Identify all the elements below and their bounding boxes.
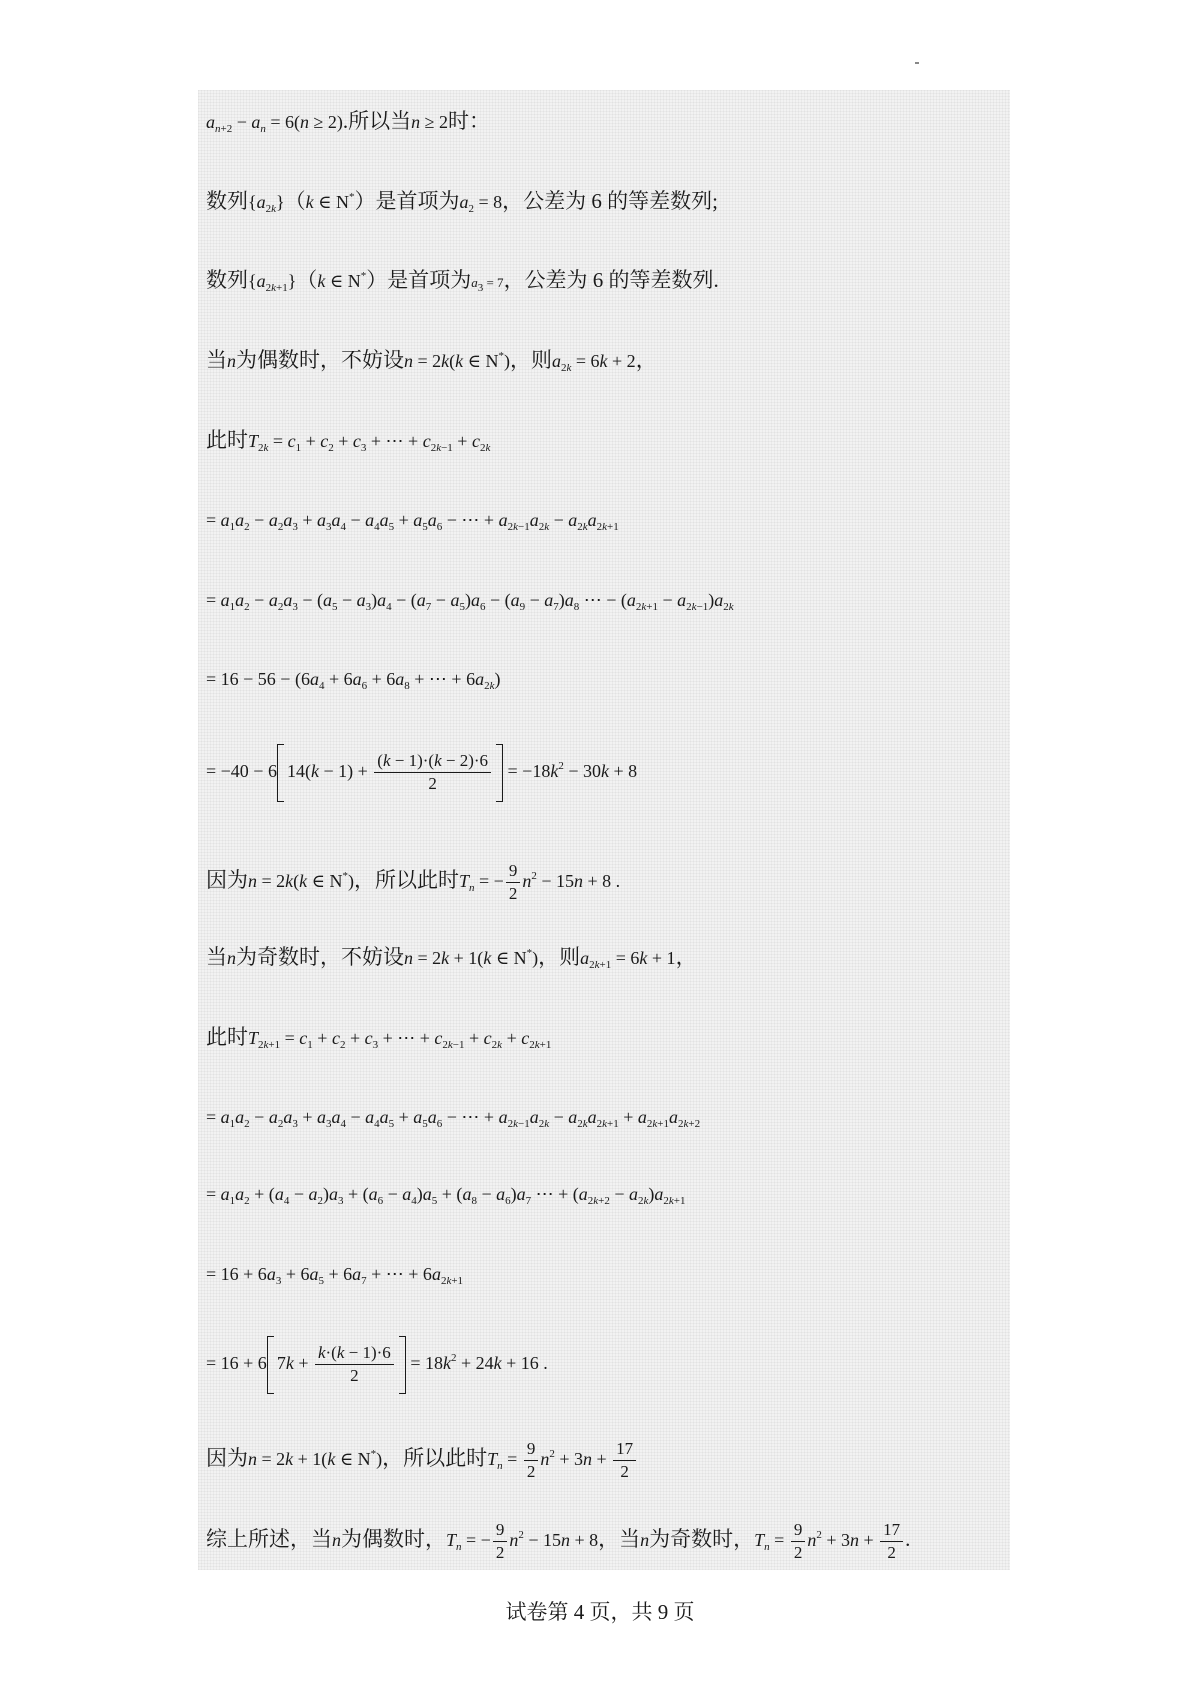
corner-mark: [915, 62, 919, 64]
page-footer: 试卷第 4 页，共 9 页: [505, 1600, 695, 1624]
line-odd-conclusion: 因为n = 2k + 1(k ∈ N*)，所以此时$T_n$ = $\frac{9}{2}$ $n^2 + 3n$ + $\frac{17}{2}$: [206, 1433, 638, 1484]
line-t2k-expand: = $a_1a_2 - a_2a_3 + a_3a_4 - a_4a_5 + a_5a_6$ − ⋯ + $a_{2k-1}a_{2k} - a_{2k}a_{2k+1}$: [206, 510, 619, 533]
line-t2k1-group: = $a_1a_2 + (a_4 - a_2)a_3 + (a_6 - a_4)a_5 + (a_8 - a_6)a_7$ ⋯ + $(a_{2k+2} - a_{2k})a_{2k+1}$: [206, 1184, 686, 1207]
line-t2k-result: = −40 − 6 14(k − 1) + $\frac{(k - 1)\cdot(k - 2)\cdot 6}{2}$ = $-18k^2 - 30k + 8$: [206, 738, 637, 804]
line-t2k1-def: 此时$T_{2k+1} = c_1 + c_2 + c_3$ + ⋯ + $c_{2k-1} + c_{2k} + c_{2k+1}$: [206, 1025, 552, 1051]
line-odd-case: 当n为奇数时，不妨设n = 2k + 1(k ∈ N*)，则$a_{2k+1} = 6k + 1$，: [206, 945, 697, 971]
line-summary: 综上所述，当n为偶数时，$T_n$ = − $\frac{9}{2}$ $n^2 - 15n + 8$，当n为奇数时，$T_n$ = $\frac{9}{2}$ $n^2 + 3n$ + $\frac{17}{2}$ .: [206, 1520, 911, 1563]
line-even-conclusion: 因为n = 2k(k ∈ N*)，所以此时$T_n$ = − $\frac{9}{2}$ $n^2 - 15n + 8$ .: [206, 861, 621, 904]
line-odd-sequence: 数列$\{a_{2k+1}\}(k$ ∈ N*）是首项为$a_3 = 7$，公差为 6 的等差数列.: [206, 268, 719, 294]
line-even-sequence: 数列$\{a_{2k}\}(k$ ∈ N*）是首项为$a_2 = 8$，公差为 6 的等差数列;: [206, 189, 718, 215]
line-t2k-group: = $a_1a_2 - a_2a_3 - (a_5 - a_3)a_4 - (a_7 - a_5)a_6 - (a_9 - a_7)a_8$ ⋯ − $(a_{2k+1} - a_{2k-1})a_{2k}$: [206, 590, 734, 613]
line-t2k-sum: = $16 - 56 - (6a_4 + 6a_6 + 6a_8$ + ⋯ + $6a_{2k}$): [206, 669, 501, 692]
line-t2k1-sum: = $16 + 6a_3 + 6a_5 + 6a_7$ + ⋯ + $6a_{2k+1}$: [206, 1264, 464, 1287]
line-t2k1-result: = 16 + 6 7k + $\frac{k\cdot(k - 1)\cdot 6}{2}$ = $18k^2 + 24k + 16$ .: [206, 1330, 548, 1396]
line-t2k-def: 此时$T_{2k} = c_1 + c_2 + c_3$ + ⋯ + $c_{2k-1} + c_{2k}$: [206, 428, 491, 454]
line-recurrence: $a_{n+2} - a_n = 6(n \ge 2)$.所以当n ≥ 2时：: [206, 109, 491, 135]
line-t2k1-expand: = $a_1a_2 - a_2a_3 + a_3a_4 - a_4a_5 + a_5a_6$ − ⋯ + $a_{2k-1}a_{2k} - a_{2k}a_{2k+1} + a_{2k+1}a_{2k+2}$: [206, 1107, 701, 1130]
line-even-case: 当n为偶数时，不妨设n = 2k(k ∈ N*)，则$a_{2k} = 6k + 2$，: [206, 348, 657, 374]
